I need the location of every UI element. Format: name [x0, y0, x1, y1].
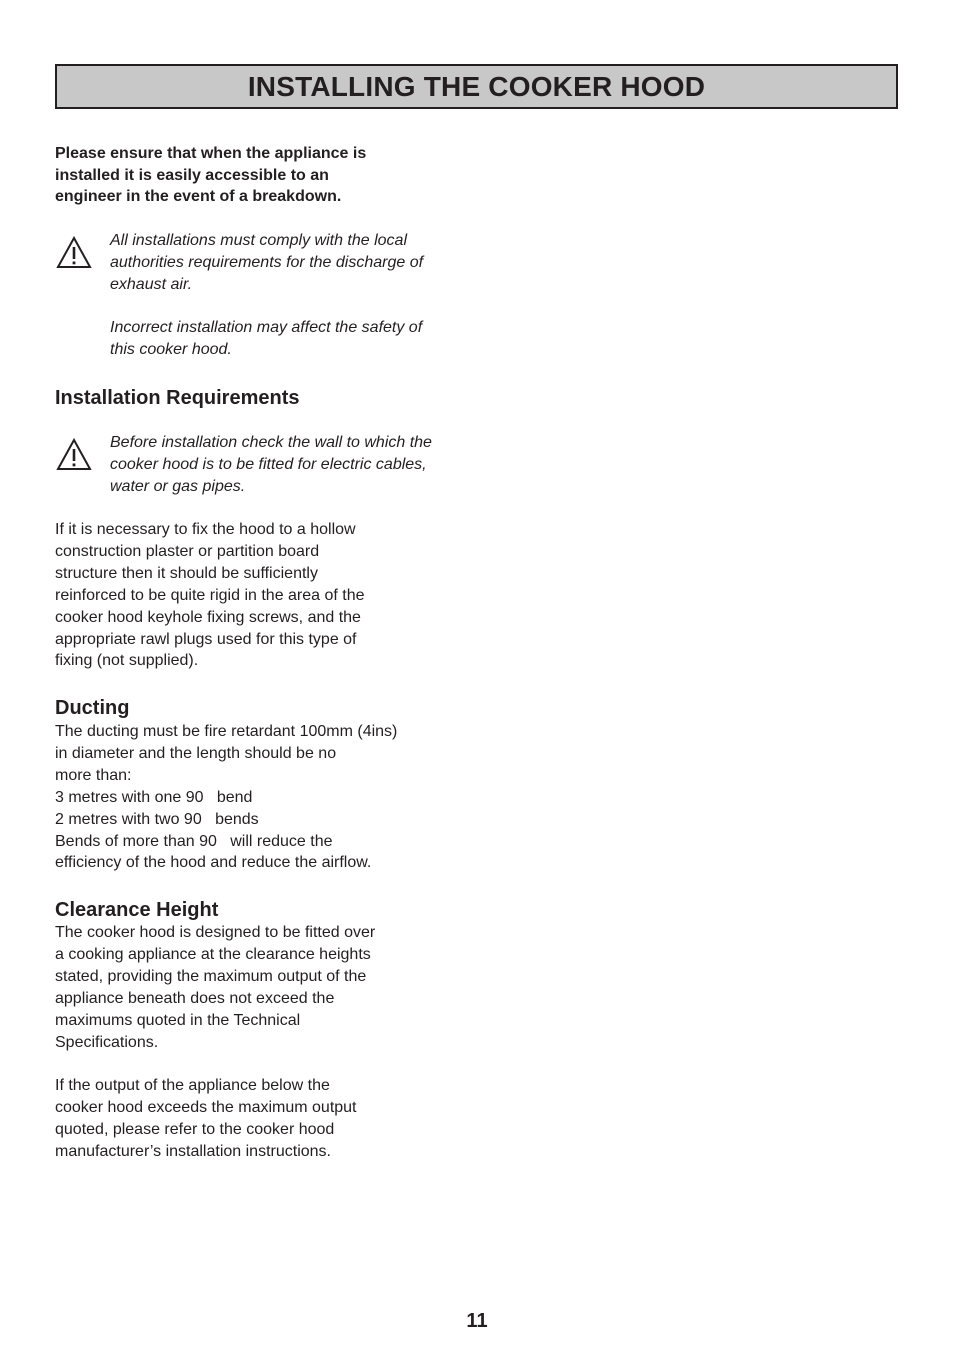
warning-text-wall-check — [110, 432, 432, 498]
intro-paragraph — [55, 143, 366, 208]
body-line: appliance beneath does not exceed the — [55, 989, 335, 1007]
intro-line: Please ensure that when the appliance is — [55, 145, 367, 162]
body-line: a cooking appliance at the clearance heights — [55, 945, 371, 963]
warning-line: authorities requirements for the discharge of — [110, 253, 424, 271]
warning-triangle-icon — [56, 236, 92, 270]
warning-line: water or gas pipes. — [110, 477, 246, 495]
heading-ducting: Ducting — [55, 697, 130, 719]
body-line: in diameter and the length should be no — [55, 744, 337, 762]
warning-line: All installations must comply with the local — [110, 232, 408, 249]
body-line: structure then it should be sufficiently — [55, 564, 318, 582]
heading-clearance-height: Clearance Height — [55, 899, 219, 921]
warning-line: exhaust air. — [110, 275, 193, 293]
ducting-body — [55, 721, 397, 874]
title-bar — [55, 64, 898, 109]
body-line: If it is necessary to fix the hood to a hollow — [55, 521, 356, 538]
installation-body — [55, 519, 365, 672]
heading-installation-requirements: Installation Requirements — [55, 387, 300, 409]
body-line: fixing (not supplied). — [55, 652, 199, 670]
warning-line: this cooker hood. — [110, 340, 232, 358]
body-line: The cooker hood is designed to be fitted over — [55, 924, 376, 941]
body-line: If the output of the appliance below the — [55, 1077, 330, 1094]
intro-line: engineer in the event of a breakdown. — [55, 188, 342, 206]
warning-line: Before installation check the wall to which the — [110, 434, 432, 451]
clearance-body-2 — [55, 1075, 357, 1163]
intro-line: installed it is easily accessible to an — [55, 166, 329, 184]
body-line: maximums quoted in the Technical — [55, 1011, 301, 1029]
clearance-body-1 — [55, 922, 375, 1053]
warning-line: cooker hood is to be fitted for electric cables, — [110, 455, 427, 473]
body-line: construction plaster or partition board — [55, 542, 320, 560]
body-line: cooker hood keyhole fixing screws, and the — [55, 608, 361, 626]
body-line: quoted, please refer to the cooker hood — [55, 1120, 335, 1138]
page-title: INSTALLING THE COOKER HOOD — [247, 70, 706, 102]
body-line: more than: — [55, 766, 132, 784]
page-number: 11 — [466, 1310, 488, 1332]
body-line: The ducting must be fire retardant 100mm (4ins) — [55, 723, 398, 740]
body-line: Bends of more than 90 will reduce the — [55, 832, 333, 850]
warning-text-compliance — [110, 230, 423, 296]
warning-line: Incorrect installation may affect the safety of — [110, 319, 423, 336]
warning-text-safety — [110, 317, 422, 361]
body-line: 2 metres with two 90 bends — [55, 810, 259, 828]
body-line: 3 metres with one 90 bend — [55, 788, 253, 806]
body-line: Specifications. — [55, 1033, 159, 1051]
warning-triangle-icon — [56, 438, 92, 472]
body-line: cooker hood exceeds the maximum output — [55, 1098, 357, 1116]
body-line: manufacturer’s installation instructions. — [55, 1142, 331, 1160]
body-line: stated, providing the maximum output of the — [55, 967, 367, 985]
body-line: appropriate rawl plugs used for this type of — [55, 630, 357, 648]
body-line: efficiency of the hood and reduce the airflow. — [55, 854, 372, 872]
body-line: reinforced to be quite rigid in the area of the — [55, 586, 365, 604]
